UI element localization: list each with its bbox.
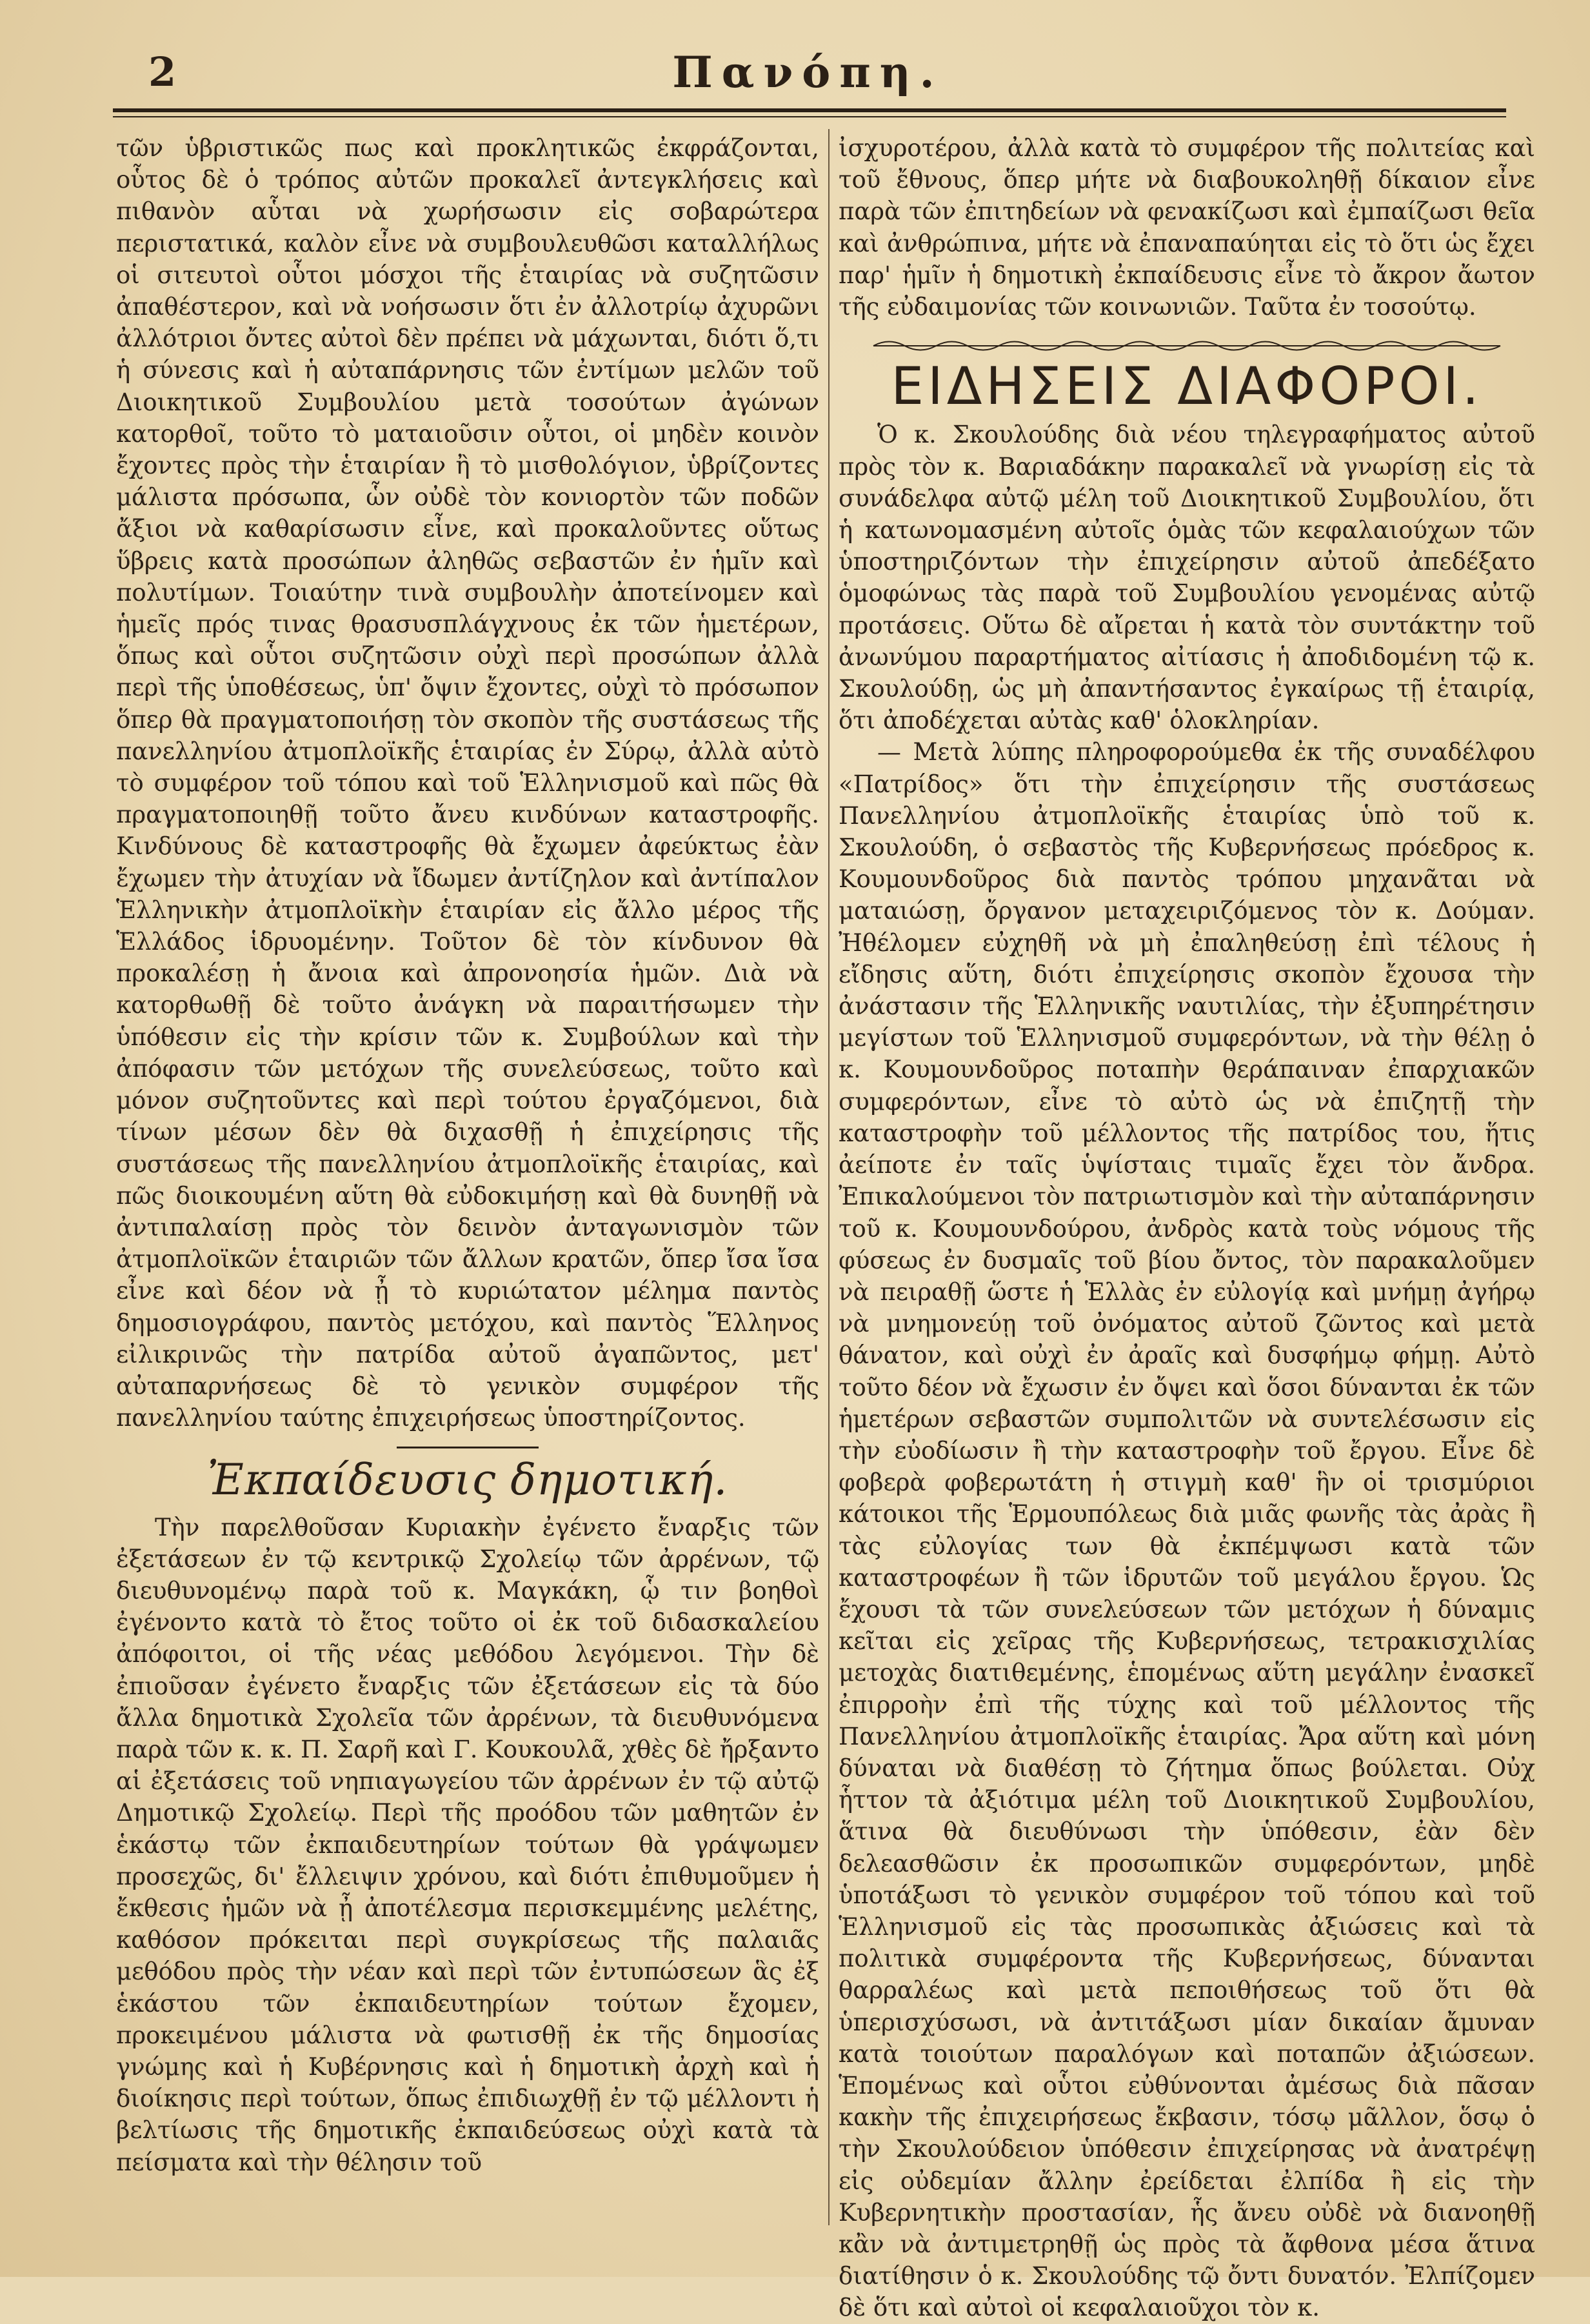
education-heading: Ἐκπαίδευσις δημοτική. — [207, 1455, 728, 1505]
page-number: 2 — [148, 48, 178, 95]
news-heading: ΕΙΔΗΣΕΙΣ ΔΙΑΦΟΡΟΙ. — [891, 356, 1483, 417]
masthead-title: Πανόπη. — [672, 47, 944, 97]
section-divider — [397, 1447, 539, 1448]
ornament-icon — [873, 336, 1500, 356]
continuation-paragraph: ἰσχυροτέρου, ἀλλὰ κατὰ τὸ συμφέρον τῆς πολιτείας καὶ τοῦ ἔθνους, ὅπερ μήτε νὰ διαβουκοληθῇ δίκαιον εἶνε παρὰ τῶν ἐπιτηδείων νὰ φενακίζωσι καὶ ἐμπαίζωσι θεῖα καὶ ἀνθρώπινα, μήτε νὰ ἐπαναπαύηται εἰς τὸ ὅτι ὡς ἔχει παρ' ἡμῖν ἡ δημοτικὴ ἐκπαίδευσις εἶνε τὸ ἄκρον ἄωτον τῆς εὐδαιμονίας τῶν κοινωνιῶν. Ταῦτα ἐν τοσούτῳ. — [839, 134, 1535, 321]
news-paragraph-1: Ὁ κ. Σκουλούδης διὰ νέου τηλεγραφήματος αὐτοῦ πρὸς τὸν κ. Βαριαδάκην παρακαλεῖ νὰ γνωρίσῃ εἰς τὰ συνάδελφα αὐτῷ μέλη τοῦ Διοικητικοῦ Συμβουλίου, ὅτι ἡ κατωνομασμένη αὐτοῖς ὁμὰς τῶν κεφαλαιούχων τῶν ὑποστηριζόντων τὴν ἐπιχείρησιν αὐτοῦ ἀπεδέξατο ὁμοφώνως τὰς παρὰ τοῦ Συμβουλίου γενομένας αὐτῷ προτάσεις. Οὕτω δὲ αἴρεται ἡ κατὰ τὸν συντάκτην τοῦ ἀνωνύμου παραρτήματος αἰτίασις ἡ ἀποδιδομένη τῷ κ. Σκουλούδῃ, ὡς μὴ ἀπαντήσαντος ἐγκαίρως τῇ ἑταιρίᾳ, ὅτι ἀποδέχεται αὐτὰς καθ' ὁλοκληρίαν. — [839, 421, 1535, 735]
education-paragraph: Τὴν παρελθοῦσαν Κυριακὴν ἐγένετο ἔναρξις τῶν ἐξετάσεων ἐν τῷ κεντρικῷ Σχολείῳ τῶν ἀρρένων, τῷ διευθυνομένῳ παρὰ τοῦ κ. Μαγκάκη, ᾧ τιν βοηθοὶ ἐγένοντο κατὰ τὸ ἔτος τοῦτο οἱ ἐκ τοῦ διδασκαλείου ἀπόφοιτοι, οἱ τῆς νέας μεθόδου λεγόμενοι. Τὴν δὲ ἐπιοῦσαν ἐγένετο ἔναρξις τῶν ἐξετάσεων εἰς τὰ δύο ἄλλα δημοτικὰ Σχολεῖα τῶν ἀρρένων, τὰ διευθυνόμενα παρὰ τῶν κ. κ. Π. Σαρῆ καὶ Γ. Κουκουλᾶ, χθὲς δὲ ἤρξαντο αἱ ἐξετάσεις τοῦ νηπιαγωγείου τῶν ἀρρένων ἐν τῷ αὐτῷ Δημοτικῷ Σχολείῳ. Περὶ τῆς προόδου τῶν μαθητῶν ἐν ἑκάστῳ τῶν ἐκπαιδευτηρίων τούτων θὰ γράψωμεν προσεχῶς, δι' ἔλλειψιν χρόνου, καὶ διότι ἐπιθυμοῦμεν ἡ ἔκθεσις ἡμῶν νὰ ᾖ ἀποτέλεσμα περισκεμμένης μελέτης, καθόσον πρόκειται περὶ συγκρίσεως τῆς παλαιᾶς μεθόδου πρὸς τὴν νέαν καὶ περὶ τῶν ἐντυπώσεων ἃς ἐξ ἑκάστου τῶν ἐκπαιδευτηρίων τούτων ἔχομεν, προκειμένου μάλιστα νὰ φωτισθῇ ἐκ τῆς δημοσίας γνώμης καὶ ἡ Κυβέρνησις καὶ ἡ δημοτικὴ ἀρχὴ καὶ ἡ διοίκησις περὶ τούτων, ὅπως ἐπιδιωχθῇ ἐν τῷ μέλλοντι ἡ βελτίωσις τῆς δημοτικῆς ἐκπαιδεύσεως οὐχὶ κατὰ τὰ πείσματα καὶ τὴν θέλησιν τοῦ — [116, 1513, 819, 2176]
page-header — [142, 35, 1474, 106]
news-paragraph-2: — Μετὰ λύπης πληροφορούμεθα ἐκ τῆς συναδέλφου «Πατρίδος» ὅτι τὴν ἐπιχείρησιν τῆς συστάσεως Πανελληνίου ἀτμοπλοϊκῆς ἑταιρίας ὑπὸ τοῦ κ. Σκουλούδη, ὁ σεβαστὸς τῆς Κυβερνήσεως πρόεδρος κ. Κουμουνδοῦρος διὰ παντὸς τρόπου μηχανᾶται νὰ ματαιώσῃ, ὄργανον μεταχειριζόμενος τὸν κ. Δούμαν. Ἠθέλομεν εὐχηθῆ νὰ μὴ ἐπαληθεύσῃ ἐπὶ τέλους ἡ εἴδησις αὕτη, διότι ἐπιχείρησις σκοπὸν ἔχουσα τὴν ἀνάστασιν τῆς Ἑλληνικῆς ναυτιλίας, τὴν ἐξυπηρέτησιν μεγίστων τοῦ Ἑλληνισμοῦ συμφερόντων, νὰ τὴν θέλῃ ὁ κ. Κουμουνδοῦρος ποταπὴν θεράπαιναν ἐπαρχιακῶν συμφερόντων, εἶνε τὸ αὐτὸ ὡς νὰ ἐπιζητῇ τὴν καταστροφὴν τοῦ μέλλοντος τῆς πατρίδος του, ἥτις ἀείποτε ἐν ταῖς ὑψίσταις τιμαῖς ἔχει τὸν ἄνδρα. Ἐπικαλούμενοι τὸν πατριωτισμὸν καὶ τὴν αὐταπάρνησιν τοῦ κ. Κουμουνδούρου, ἀνδρὸς κατὰ τοὺς νόμους τῆς φύσεως ἐν δυσμαῖς τοῦ βίου ὄντος, τὸν παρακαλοῦμεν νὰ πειραθῇ ὥστε ἡ Ἑλλὰς ἐν εὐλογίᾳ καὶ μνήμῃ ἀγήρῳ νὰ μνημονεύῃ τοῦ ὀνόματος αὐτοῦ ζῶντος καὶ μετὰ θάνατον, καὶ οὐχὶ ἐν ἀραῖς καὶ δυσφήμῳ φήμῃ. Αὐτὸ τοῦτο δέον νὰ ἔχωσιν ἐν ὄψει καὶ ὅσοι δύνανται ἐκ τῶν ἡμετέρων σεβαστῶν συμπολιτῶν νὰ συντελέσωσιν εἰς τὴν εὐοδίωσιν ἢ τὴν καταστροφὴν τοῦ ἔργου. Εἶνε δὲ φοβερὰ φοβερωτάτη ἡ στιγμὴ καθ' ἣν οἱ τρισμύριοι κάτοικοι τῆς Ἑρμουπόλεως διὰ μιᾶς φωνῆς τὰς ἀρὰς ἢ τὰς εὐλογίας των θὰ ἐκπέμψωσι κατὰ τῶν καταστροφέων ἢ τῶν ἱδρυτῶν τοῦ μεγάλου ἔργου. Ὡς ἔχουσι τὰ τῶν συνελεύσεων τῶν μετόχων ἡ δύναμις κεῖται εἰς χεῖρας τῆς Κυβερνήσεως, τετρακισχιλίας μετοχὰς διατιθεμένης, ἑπομένως αὕτη μεγάλην ἐνασκεῖ ἐπιρροὴν ἐπὶ τῆς τύχης καὶ τοῦ μέλλοντος τῆς Πανελληνίου ἀτμοπλοϊκῆς ἑταιρίας. Ἄρα αὕτη καὶ μόνη δύναται νὰ διαθέσῃ τὸ ζήτημα ὅπως βούλεται. Οὐχ ἧττον τὰ ἀξιότιμα μέλη τοῦ Διοικητικοῦ Συμβουλίου, ἅτινα θὰ διευθύνωσι τὴν ὑπόθεσιν, ἐὰν δὲν δελεασθῶσιν ἐκ προσωπικῶν συμφερόντων, μηδὲ ὑποτάξωσι τὸ γενικὸν συμφέρον τοῦ τόπου καὶ τοῦ Ἑλληνισμοῦ εἰς τὰς προσωπικὰς ἀξιώσεις καὶ τὰ πολιτικὰ συμφέροντα τῆς Κυβερνήσεως, δύνανται θαρραλέως καὶ μετὰ πεποιθήσεως τοῦ ὅτι θὰ ὑπερισχύσωσι, νὰ ἀντιτάξωσι μίαν δικαίαν ἄμυναν κατὰ τοιούτων παραλόγων καὶ ποταπῶν ἀξιώσεων. Ἑπομένως καὶ οὗτοι εὐθύνονται ἀμέσως διὰ πᾶσαν κακὴν τῆς ἐπιχειρήσεως ἔκβασιν, τόσῳ μᾶλλον, ὅσῳ ὁ τὴν Σκουλούδειον ὑπόθεσιν ἐπιχείρησας νὰ ἀνατρέψῃ εἰς οὐδεμίαν ἄλλην ἐρείδεται ἐλπίδα ἢ εἰς τὴν Κυβερνητικὴν προστασίαν, ἧς ἄνευ οὐδὲ νὰ διανοηθῇ κἂν νὰ ἀντιμετρηθῇ ὡς πρὸς τὰ ἄφθονα μέσα ἅτινα διατίθησιν ὁ κ. Σκουλούδης τῷ ὄντι δυνατόν. Ἐλπίζομεν δὲ ὅτι καὶ αὐτοὶ οἱ κεφαλαιοῦχοι τὸν κ. — [839, 738, 1535, 2322]
ornamental-divider — [839, 333, 1535, 359]
header-rule — [113, 108, 1506, 117]
column-divider — [828, 129, 830, 2225]
left-column — [116, 132, 819, 2238]
right-column — [839, 132, 1535, 2322]
article-paragraph: τῶν ὑβριστικῶς πως καὶ προκλητικῶς ἐκφράζονται, οὗτος δὲ ὁ τρόπος αὐτῶν προκαλεῖ ἀντεγκλήσεις καὶ πιθανὸν αὗται νὰ χωρήσωσιν εἰς σοβαρώτερα περιστατικά, καλὸν εἶνε νὰ συμβουλευθῶσι καταλλήλως οἱ σιτευτοὶ οὗτοι μόσχοι τῆς ἑταιρίας νὰ συζητῶσιν ἀπαθέστερον, καὶ νὰ νοήσωσιν ὅτι ἐν ἀλλοτρίῳ ἀχυρῶνι ἀλλότριοι ὄντες αὐτοὶ δὲν πρέπει νὰ μάχωνται, διότι ὅ,τι ἡ σύνεσις καὶ ἡ αὐταπάρνησις τῶν ἐντίμων μελῶν τοῦ Διοικητικοῦ Συμβουλίου μετὰ τοσούτων ἀγώνων κατορθοῖ, τοῦτο τὸ ματαιοῦσιν οὗτοι, οἱ μηδὲν κοινὸν ἔχοντες πρὸς τὴν ἑταιρίαν ἢ τὸ μισθολόγιον, ὑβρίζοντες μάλιστα πρόσωπα, ὧν οὐδὲ τὸν κονιορτὸν τῶν ποδῶν ἄξιοι νὰ καθαρίσωσιν εἶνε, καὶ προκαλοῦντες οὕτως ὕβρεις κατὰ προσώπων ἀληθῶς σεβαστῶν ἐν ἡμῖν καὶ πολυτίμων. Τοιαύτην τινὰ συμβουλὴν ἀποτείνομεν καὶ ἡμεῖς πρός τινας θρασυσπλάγχνους ἐκ τῶν ἡμετέρων, ὅπως καὶ οὗτοι συζητῶσιν οὐχὶ περὶ προσώπων ἀλλὰ περὶ τῆς ὑποθέσεως, ὑπ' ὄψιν ἔχοντες, οὐχὶ τὸ πρόσωπον ὅπερ θὰ πραγματοποιήσῃ τὸν σκοπὸν τῆς συστάσεως τῆς πανελληνίου ἀτμοπλοϊκῆς ἑταιρίας ἐν Σύρῳ, ἀλλὰ αὐτὸ τὸ συμφέρον τοῦ τόπου καὶ τοῦ Ἑλληνισμοῦ καὶ πῶς θὰ πραγματοποιηθῇ τοῦτο ἄνευ κινδύνων καταστροφῆς. Κινδύνους δὲ καταστροφῆς θὰ ἔχωμεν ἀφεύκτως ἐὰν ἔχωμεν τὴν ἀτυχίαν νὰ ἴδωμεν ἀντίζηλον καὶ ἀντίπαλον Ἑλληνικὴν ἀτμοπλοϊκὴν ἑταιρίαν εἰς ἄλλο μέρος τῆς Ἑλλάδος ἱδρυομένην. Τοῦτον δὲ τὸν κίνδυνον θὰ προκαλέσῃ ἡ ἄνοια καὶ ἀπρονοησία ἡμῶν. Διὰ νὰ κατορθωθῇ δὲ τοῦτο ἀνάγκη νὰ παραιτήσωμεν τὴν ὑπόθεσιν εἰς τὴν κρίσιν τῶν κ. Συμβούλων καὶ τὴν ἀπόφασιν τῶν μετόχων τῆς συνελεύσεως, τοῦτο καὶ μόνον συζητοῦντες καὶ περὶ τούτου ἐργαζόμενοι, διὰ τίνων μέσων δὲν θὰ διχασθῇ ἡ ἐπιχείρησις τῆς συστάσεως τῆς πανελληνίου ἀτμοπλοϊκῆς ἑταιρίας, καὶ πῶς διοικουμένη αὕτη θὰ εὐδοκιμήσῃ καὶ θὰ δυνηθῇ νὰ ἀντιπαλαίσῃ πρὸς τὸν δεινὸν ἀνταγωνισμὸν τῶν ἀτμοπλοϊκῶν ἑταιριῶν τῶν ἄλλων κρατῶν, ὅπερ ἴσα ἴσα εἶνε καὶ δέον νὰ ᾖ τὸ κυριώτατον μέλημα παντὸς δημοσιογράφου, παντὸς μετόχου, καὶ παντὸς Ἕλληνος εἰλικρινῶς τὴν πατρίδα αὐτοῦ ἀγαπῶντος, μετ' αὐταπαρνήσεως δὲ τὸ γενικὸν συμφέρον τῆς πανελληνίου ταύτης ἐπιχειρήσεως ὑποστηρίζοντος. — [116, 134, 819, 1432]
